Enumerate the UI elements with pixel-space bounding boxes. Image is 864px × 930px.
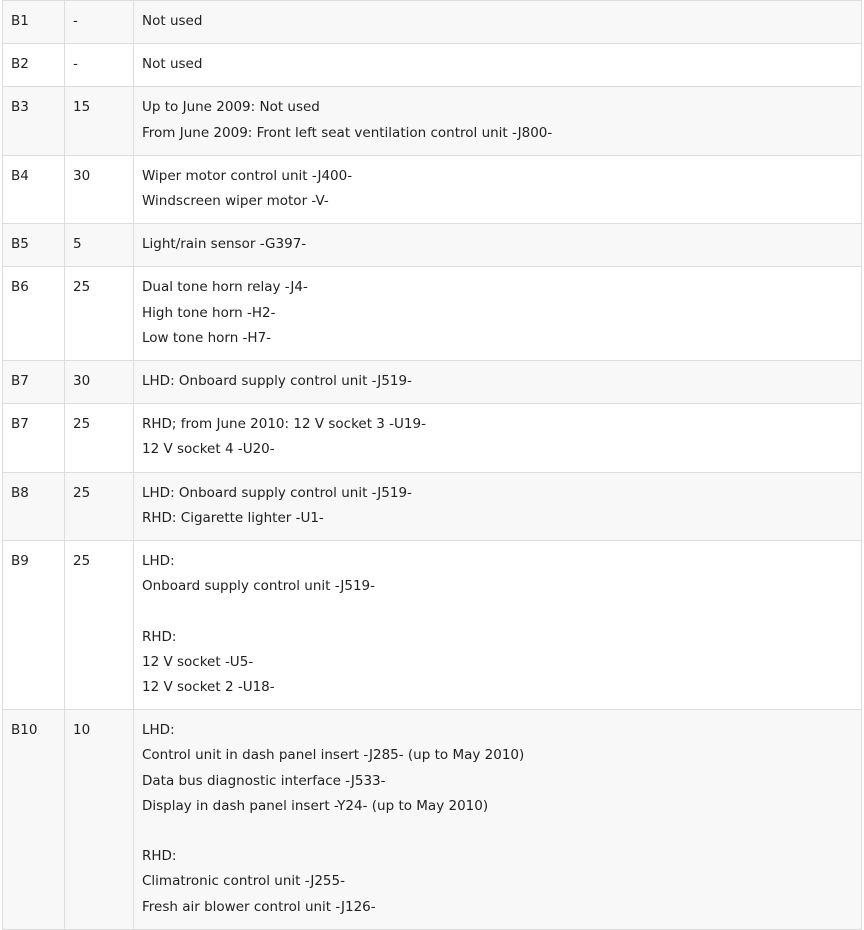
fuse-description-cell (134, 472, 862, 540)
fuse-amperage-cell: 5 (65, 224, 134, 267)
fuse-number-cell: B10 (3, 710, 65, 930)
description-line: LHD: (142, 722, 175, 739)
fuse-number-cell: B3 (3, 87, 65, 155)
table-row (3, 44, 862, 87)
fuse-description-cell (134, 155, 862, 223)
description-line: Fresh air blower control unit -J126- (142, 898, 376, 915)
fuse-description-cell (134, 87, 862, 155)
fuse-number-cell: B9 (3, 541, 65, 710)
description-line: 12 V socket -U5- (142, 653, 254, 670)
fuse-number-cell: B8 (3, 472, 65, 540)
table-row (3, 87, 862, 155)
description-line: RHD; from June 2010: 12 V socket 3 -U19- (142, 416, 426, 433)
fuse-amperage-cell: 25 (65, 472, 134, 540)
description-line: High tone horn -H2- (142, 304, 276, 321)
fuse-description-cell (134, 267, 862, 361)
fuse-amperage-cell: 30 (65, 155, 134, 223)
fuse-number-cell: B1 (3, 1, 65, 44)
description-line: Low tone horn -H7- (142, 329, 272, 346)
description-line: Dual tone horn relay -J4- (142, 279, 308, 296)
description-line: LHD: (142, 553, 175, 570)
fuse-description-cell (134, 44, 862, 87)
table-row (3, 541, 862, 710)
fuse-amperage-cell: 25 (65, 267, 134, 361)
fuse-amperage-cell: 30 (65, 361, 134, 404)
table-row (3, 710, 862, 930)
description-line: RHD: (142, 848, 177, 865)
fuse-description-cell (134, 541, 862, 710)
fuse-description-cell (134, 361, 862, 404)
fuse-description-cell (134, 1, 862, 44)
fuse-number-cell: B7 (3, 404, 65, 472)
table-row (3, 267, 862, 361)
fuse-number-cell: B5 (3, 224, 65, 267)
fuse-amperage-cell: 25 (65, 541, 134, 710)
fuse-number-cell: B2 (3, 44, 65, 87)
description-line-blank (142, 599, 854, 624)
fuse-description-cell (134, 404, 862, 472)
description-line: 12 V socket 2 -U18- (142, 679, 275, 696)
description-line: Not used (142, 13, 203, 29)
description-line: Onboard supply control unit -J519- (142, 578, 375, 595)
fuse-table-body (3, 1, 862, 930)
description-line: Wiper motor control unit -J400- (142, 167, 353, 184)
fuse-assignment-table (2, 0, 862, 930)
fuse-amperage-cell: 15 (65, 87, 134, 155)
fuse-number-cell: B7 (3, 361, 65, 404)
description-line: Windscreen wiper motor -V- (142, 193, 329, 210)
description-line: Display in dash panel insert -Y24- (up to May 2010) (142, 797, 489, 814)
description-line: From June 2009: Front left seat ventilation control unit -J800- (142, 124, 553, 141)
description-line: 12 V socket 4 -U20- (142, 441, 275, 458)
fuse-amperage-cell: 25 (65, 404, 134, 472)
table-row (3, 472, 862, 540)
description-line: Light/rain sensor -G397- (142, 236, 307, 253)
fuse-amperage-cell: - (65, 44, 134, 87)
description-line-blank (142, 819, 854, 844)
fuse-amperage-cell: - (65, 1, 134, 44)
description-line: Not used (142, 56, 203, 73)
description-line: RHD: (142, 628, 177, 645)
description-line: Up to June 2009: Not used (142, 99, 320, 116)
table-row (3, 155, 862, 223)
fuse-description-cell (134, 224, 862, 267)
description-line: LHD: Onboard supply control unit -J519- (142, 373, 412, 390)
description-line: Data bus diagnostic interface -J533- (142, 772, 386, 789)
description-line: LHD: Onboard supply control unit -J519- (142, 484, 412, 501)
description-line: RHD: Cigarette lighter -U1- (142, 509, 324, 526)
table-row (3, 361, 862, 404)
description-line: Control unit in dash panel insert -J285- (up to May 2010) (142, 747, 525, 764)
table-row (3, 224, 862, 267)
fuse-number-cell: B4 (3, 155, 65, 223)
description-line: Climatronic control unit -J255- (142, 873, 345, 890)
fuse-amperage-cell: 10 (65, 710, 134, 930)
fuse-number-cell: B6 (3, 267, 65, 361)
table-row (3, 1, 862, 44)
fuse-description-cell (134, 710, 862, 930)
table-row (3, 404, 862, 472)
